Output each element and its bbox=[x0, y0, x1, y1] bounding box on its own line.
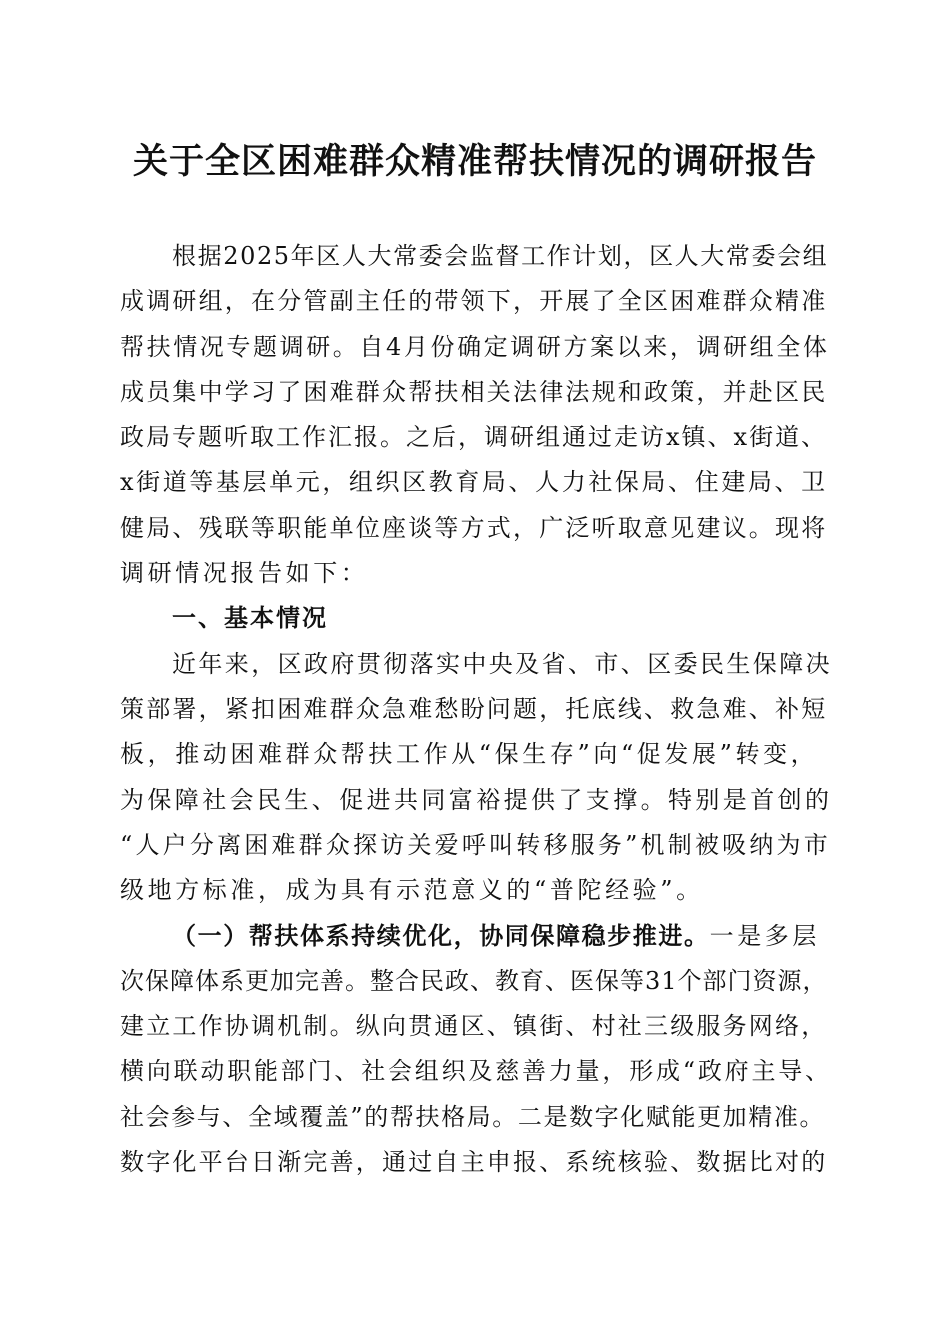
intro-line-6: x街道等基层单元，组织区教育局、人力社保局、住建局、卫 bbox=[120, 468, 828, 497]
subsection1-line-4: 横向联动职能部门、社会组织及慈善力量，形成“政府主导、 bbox=[120, 1057, 832, 1086]
intro-line-2: 成调研组，在分管副主任的带领下，开展了全区困难群众精准 bbox=[120, 287, 828, 316]
intro-line-3: 帮扶情况专题调研。自4月份确定调研方案以来，调研组全体 bbox=[120, 332, 830, 361]
section1-line-5: “人户分离困难群众探访关爱呼叫转移服务”机制被吸纳为市 bbox=[120, 830, 831, 859]
subsection1-line-6: 数字化平台日渐完善，通过自主申报、系统核验、数据比对的 bbox=[120, 1147, 828, 1176]
document-title: 关于全区困难群众精准帮扶情况的调研报告 bbox=[132, 141, 817, 182]
section1-line-3: 板，推动困难群众帮扶工作从“保生存”向“促发展”转变， bbox=[120, 740, 819, 769]
document-body bbox=[120, 234, 832, 1185]
section1-line-2: 策部署，紧扣困难群众急难愁盼问题，托底线、救急难、补短 bbox=[120, 694, 828, 723]
intro-line-1: 根据2025年区人大常委会监督工作计划，区人大常委会组 bbox=[172, 242, 829, 270]
subsection1-line-2: 次保障体系更加完善。整合民政、教育、医保等31个部门资源， bbox=[120, 966, 828, 995]
intro-line-4: 成员集中学习了困难群众帮扶相关法律法规和政策，并赴区民 bbox=[120, 377, 828, 406]
subsection1-lead: （一）帮扶体系持续优化，协同保障稳步推进。 bbox=[172, 921, 710, 951]
section1-line-6: 级地方标准，成为具有示范意义的“普陀经验”。 bbox=[120, 876, 704, 905]
intro-line-5: 政局专题听取工作汇报。之后，调研组通过走访x镇、x街道、 bbox=[120, 423, 828, 452]
intro-line-7: 健局、残联等职能单位座谈等方式，广泛听取意见建议。现将 bbox=[120, 513, 828, 542]
section1-line-4: 为保障社会民生、促进共同富裕提供了支撑。特别是首创的 bbox=[120, 785, 833, 814]
intro-line-8: 调研情况报告如下： bbox=[120, 559, 369, 588]
subsection1-line-3: 建立工作协调机制。纵向贯通区、镇街、村社三级服务网络， bbox=[120, 1012, 828, 1041]
subsection1-first-rest: 一是多层 bbox=[709, 922, 821, 951]
section1-line-1: 近年来，区政府贯彻落实中央及省、市、区委民生保障决 bbox=[172, 649, 832, 678]
section-heading-basic-situation: 一、基本情况 bbox=[172, 604, 328, 633]
subsection1-line-5: 社会参与、全域覆盖”的帮扶格局。二是数字化赋能更加精准。 bbox=[120, 1102, 826, 1131]
subsection1-line-1 bbox=[120, 913, 832, 958]
